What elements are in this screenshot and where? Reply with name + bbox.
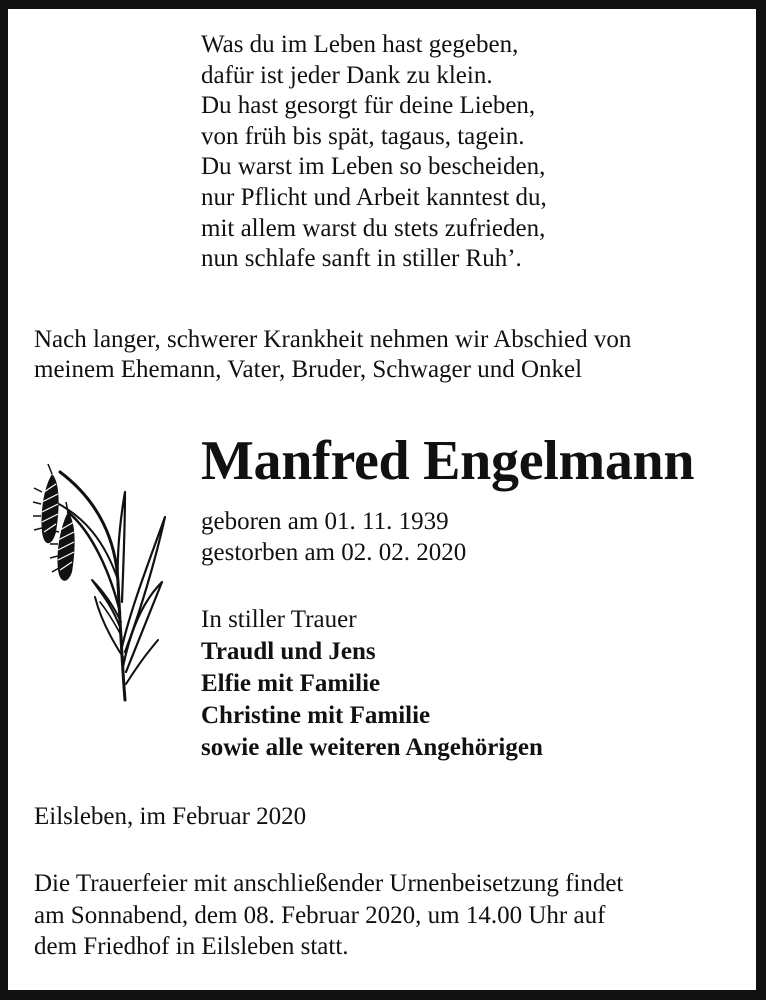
ceremony-line: am Sonnabend, dem 08. Februar 2020, um 14.00 Uhr auf: [34, 901, 606, 929]
life-dates: [201, 506, 466, 568]
poem-line: von früh bis spät, tagaus, tagein.: [201, 122, 525, 150]
death-date: gestorben am 02. 02. 2020: [201, 539, 467, 566]
mourner-name: sowie alle weiteren Angehörigen: [201, 734, 543, 761]
ceremony-info: [34, 868, 734, 963]
mourning-heading: In stiller Trauer: [201, 606, 357, 633]
ceremony-line: dem Friedhof in Eilsleben statt.: [34, 933, 349, 960]
intro-text: [34, 325, 734, 385]
poem-line: Du warst im Leben so bescheiden,: [201, 153, 546, 181]
poem-line: Was du im Leben hast gegeben,: [201, 31, 519, 58]
poem-line: nur Pflicht und Arbeit kanntest du,: [201, 183, 547, 211]
poem-line: mit allem warst du stets zufrieden,: [201, 214, 546, 242]
mourners-block: [201, 604, 543, 764]
intro-line: Nach langer, schwerer Krankheit nehmen wir Abschied von: [34, 326, 632, 353]
intro-line: meinem Ehemann, Vater, Bruder, Schwager und Onkel: [34, 356, 583, 383]
poem-line: Du hast gesorgt für deine Lieben,: [201, 92, 536, 120]
memorial-poem: [201, 30, 547, 275]
deceased-name: Manfred Engelmann: [201, 430, 695, 492]
mourner-name: Elfie mit Familie: [201, 670, 381, 697]
poem-line: dafür ist jeder Dank zu klein.: [201, 61, 493, 89]
wheat-plant-icon: [30, 462, 172, 712]
mourner-name: Traudl und Jens: [201, 638, 376, 665]
poem-line: nun schlafe sanft in stiller Ruh’.: [201, 245, 522, 273]
ceremony-line: Die Trauerfeier mit anschließender Urnenbeisetzung findet: [34, 870, 624, 897]
place-date: Eilsleben, im Februar 2020: [34, 803, 307, 830]
birth-date: geboren am 01. 11. 1939: [201, 508, 449, 535]
mourner-name: Christine mit Familie: [201, 702, 431, 729]
